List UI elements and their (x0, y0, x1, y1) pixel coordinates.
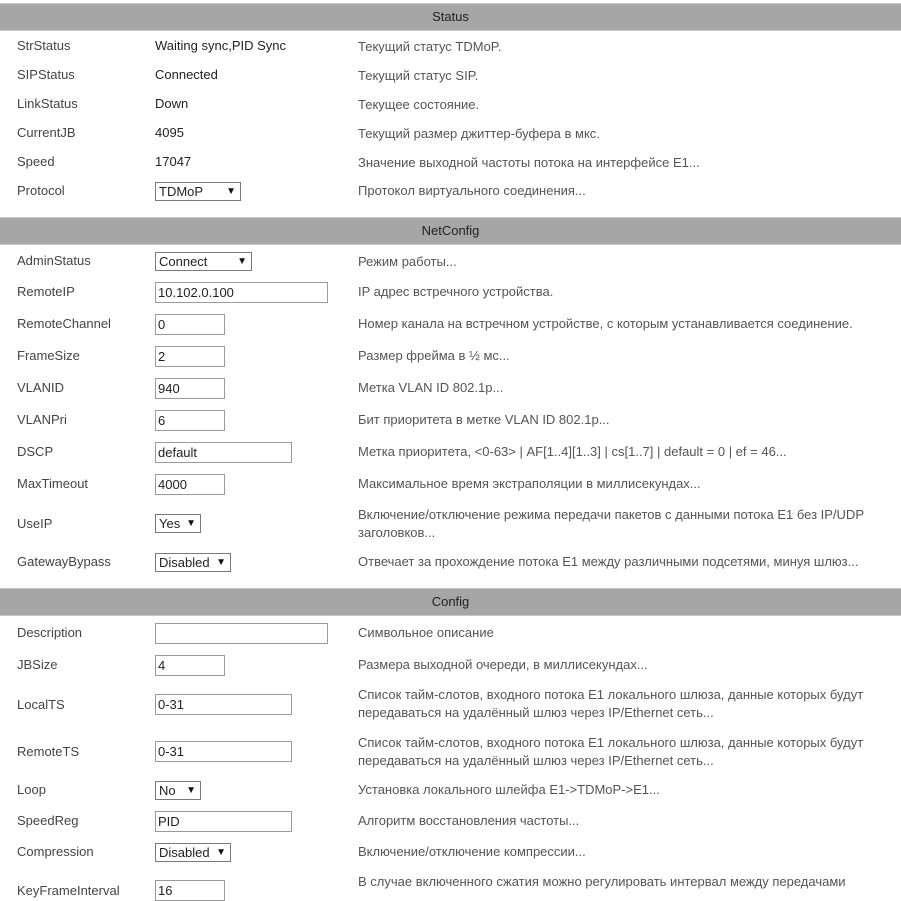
dropdown-arrow-icon: ▼ (226, 186, 236, 197)
localts-input[interactable] (155, 694, 292, 715)
select-value: No (159, 783, 176, 798)
dropdown-arrow-icon: ▼ (186, 785, 196, 796)
dropdown-arrow-icon: ▼ (216, 847, 226, 858)
field-label: DSCP (17, 444, 54, 459)
field-value: 17047 (155, 154, 192, 169)
field-label: Compression (17, 844, 94, 859)
field-label: StrStatus (17, 38, 71, 53)
field-description: Отвечает за прохождение потока E1 между различными подсетями, минуя шлюз... (358, 554, 859, 569)
field-description: Размер фрейма в ½ мс... (358, 348, 510, 363)
field-description: Включение/отключение режима передачи пакетов с данными потока E1 без IP/UDP заголовков... (358, 507, 864, 540)
field-label: Description (17, 625, 83, 640)
select-value: Connect (159, 254, 208, 269)
field-label: LocalTS (17, 697, 65, 712)
field-label: VLANID (17, 380, 64, 395)
field-description: Список тайм-слотов, входного потока E1 локального шлюза, данные которых будут передаваться на удалённый шлюз через IP/Ethernet сеть... (358, 735, 864, 768)
field-value: Waiting sync,PID Sync (155, 38, 287, 53)
field-description: Текущее состояние. (358, 97, 480, 112)
dropdown-arrow-icon: ▼ (216, 557, 226, 568)
status-section-header: Status (0, 3, 901, 31)
field-description: Символьное описание (358, 625, 494, 640)
field-label: MaxTimeout (17, 476, 89, 491)
adminstatus-select[interactable] (155, 252, 252, 271)
field-label: UseIP (17, 516, 53, 531)
field-description: Текущий статус SIP. (358, 68, 479, 83)
config-section-header: Config (0, 588, 901, 616)
field-description: Размера выходной очереди, в миллисекундах... (358, 657, 648, 672)
field-description: Бит приоритета в метке VLAN ID 802.1p... (358, 412, 610, 427)
field-label: KeyFrameInterval (17, 883, 120, 898)
select-value: Disabled (159, 845, 210, 860)
remotets-input[interactable] (155, 741, 292, 762)
field-description: Метка приоритета, <0-63> | AF[1..4][1..3] | cs[1..7] | default = 0 | ef = 46... (358, 444, 787, 459)
field-label: FrameSize (17, 348, 80, 363)
field-label: Speed (17, 154, 55, 169)
gatewaybypass-select[interactable] (155, 553, 231, 572)
field-label: JBSize (17, 657, 58, 672)
field-value: Connected (155, 67, 218, 82)
maxtimeout-input[interactable] (155, 474, 225, 495)
field-description: Текущий статус TDMoP. (358, 39, 502, 54)
field-label: CurrentJB (17, 125, 76, 140)
field-description: Значение выходной частоты потока на интерфейсе E1... (358, 155, 700, 170)
vlanpri-input[interactable] (155, 410, 225, 431)
useip-select[interactable] (155, 514, 201, 533)
field-description: Метка VLAN ID 802.1p... (358, 380, 504, 395)
jbsize-input[interactable] (155, 655, 225, 676)
field-description: Включение/отключение компрессии... (358, 844, 586, 859)
field-label: RemoteChannel (17, 316, 111, 331)
field-description: Режим работы... (358, 254, 457, 269)
field-description: Список тайм-слотов, входного потока E1 локального шлюза, данные которых будут передаваться на удалённый шлюз через IP/Ethernet сеть... (358, 687, 864, 720)
remotechannel-input[interactable] (155, 314, 225, 335)
netconfig-section-header: NetConfig (0, 217, 901, 245)
select-value: Yes (159, 516, 181, 531)
dscp-input[interactable] (155, 442, 292, 463)
select-value: Disabled (159, 555, 210, 570)
field-label: RemoteIP (17, 284, 75, 299)
field-label: VLANPri (17, 412, 67, 427)
field-label: RemoteTS (17, 744, 80, 759)
framesize-input[interactable] (155, 346, 225, 367)
field-label: LinkStatus (17, 96, 78, 111)
field-description: Установка локального шлейфа E1->TDMoP->E1... (358, 782, 660, 797)
loop-select[interactable] (155, 781, 201, 800)
field-description: Текущий размер джиттер-буфера в мкс. (358, 126, 600, 141)
field-description: Алгоритм восстановления частоты... (358, 813, 580, 828)
field-description: Номер канала на встречном устройстве, с которым устанавливается соединение. (358, 316, 853, 331)
field-label: SpeedReg (17, 813, 79, 828)
select-value: TDMoP (159, 184, 204, 199)
keyframeinterval-input[interactable] (155, 880, 225, 901)
field-description: Протокол виртуального соединения... (358, 183, 586, 198)
field-label: SIPStatus (17, 67, 75, 82)
speedreg-input[interactable] (155, 811, 292, 832)
dropdown-arrow-icon: ▼ (237, 256, 247, 267)
field-label: Loop (17, 782, 46, 797)
field-label: Protocol (17, 183, 65, 198)
field-description: В случае включенного сжатия можно регулировать интервал между передачами (358, 874, 846, 889)
dropdown-arrow-icon: ▼ (186, 518, 196, 529)
field-description: IP адрес встречного устройства. (358, 284, 554, 299)
field-label: GatewayBypass (17, 554, 111, 569)
field-value: Down (155, 96, 189, 111)
description-input[interactable] (155, 623, 328, 644)
field-value: 4095 (155, 125, 184, 140)
protocol-select[interactable] (155, 182, 241, 201)
compression-select[interactable] (155, 843, 231, 862)
field-label: AdminStatus (17, 253, 91, 268)
vlanid-input[interactable] (155, 378, 225, 399)
remoteip-input[interactable] (155, 282, 328, 303)
field-description: Максимальное время экстраполяции в миллисекундах... (358, 476, 701, 491)
